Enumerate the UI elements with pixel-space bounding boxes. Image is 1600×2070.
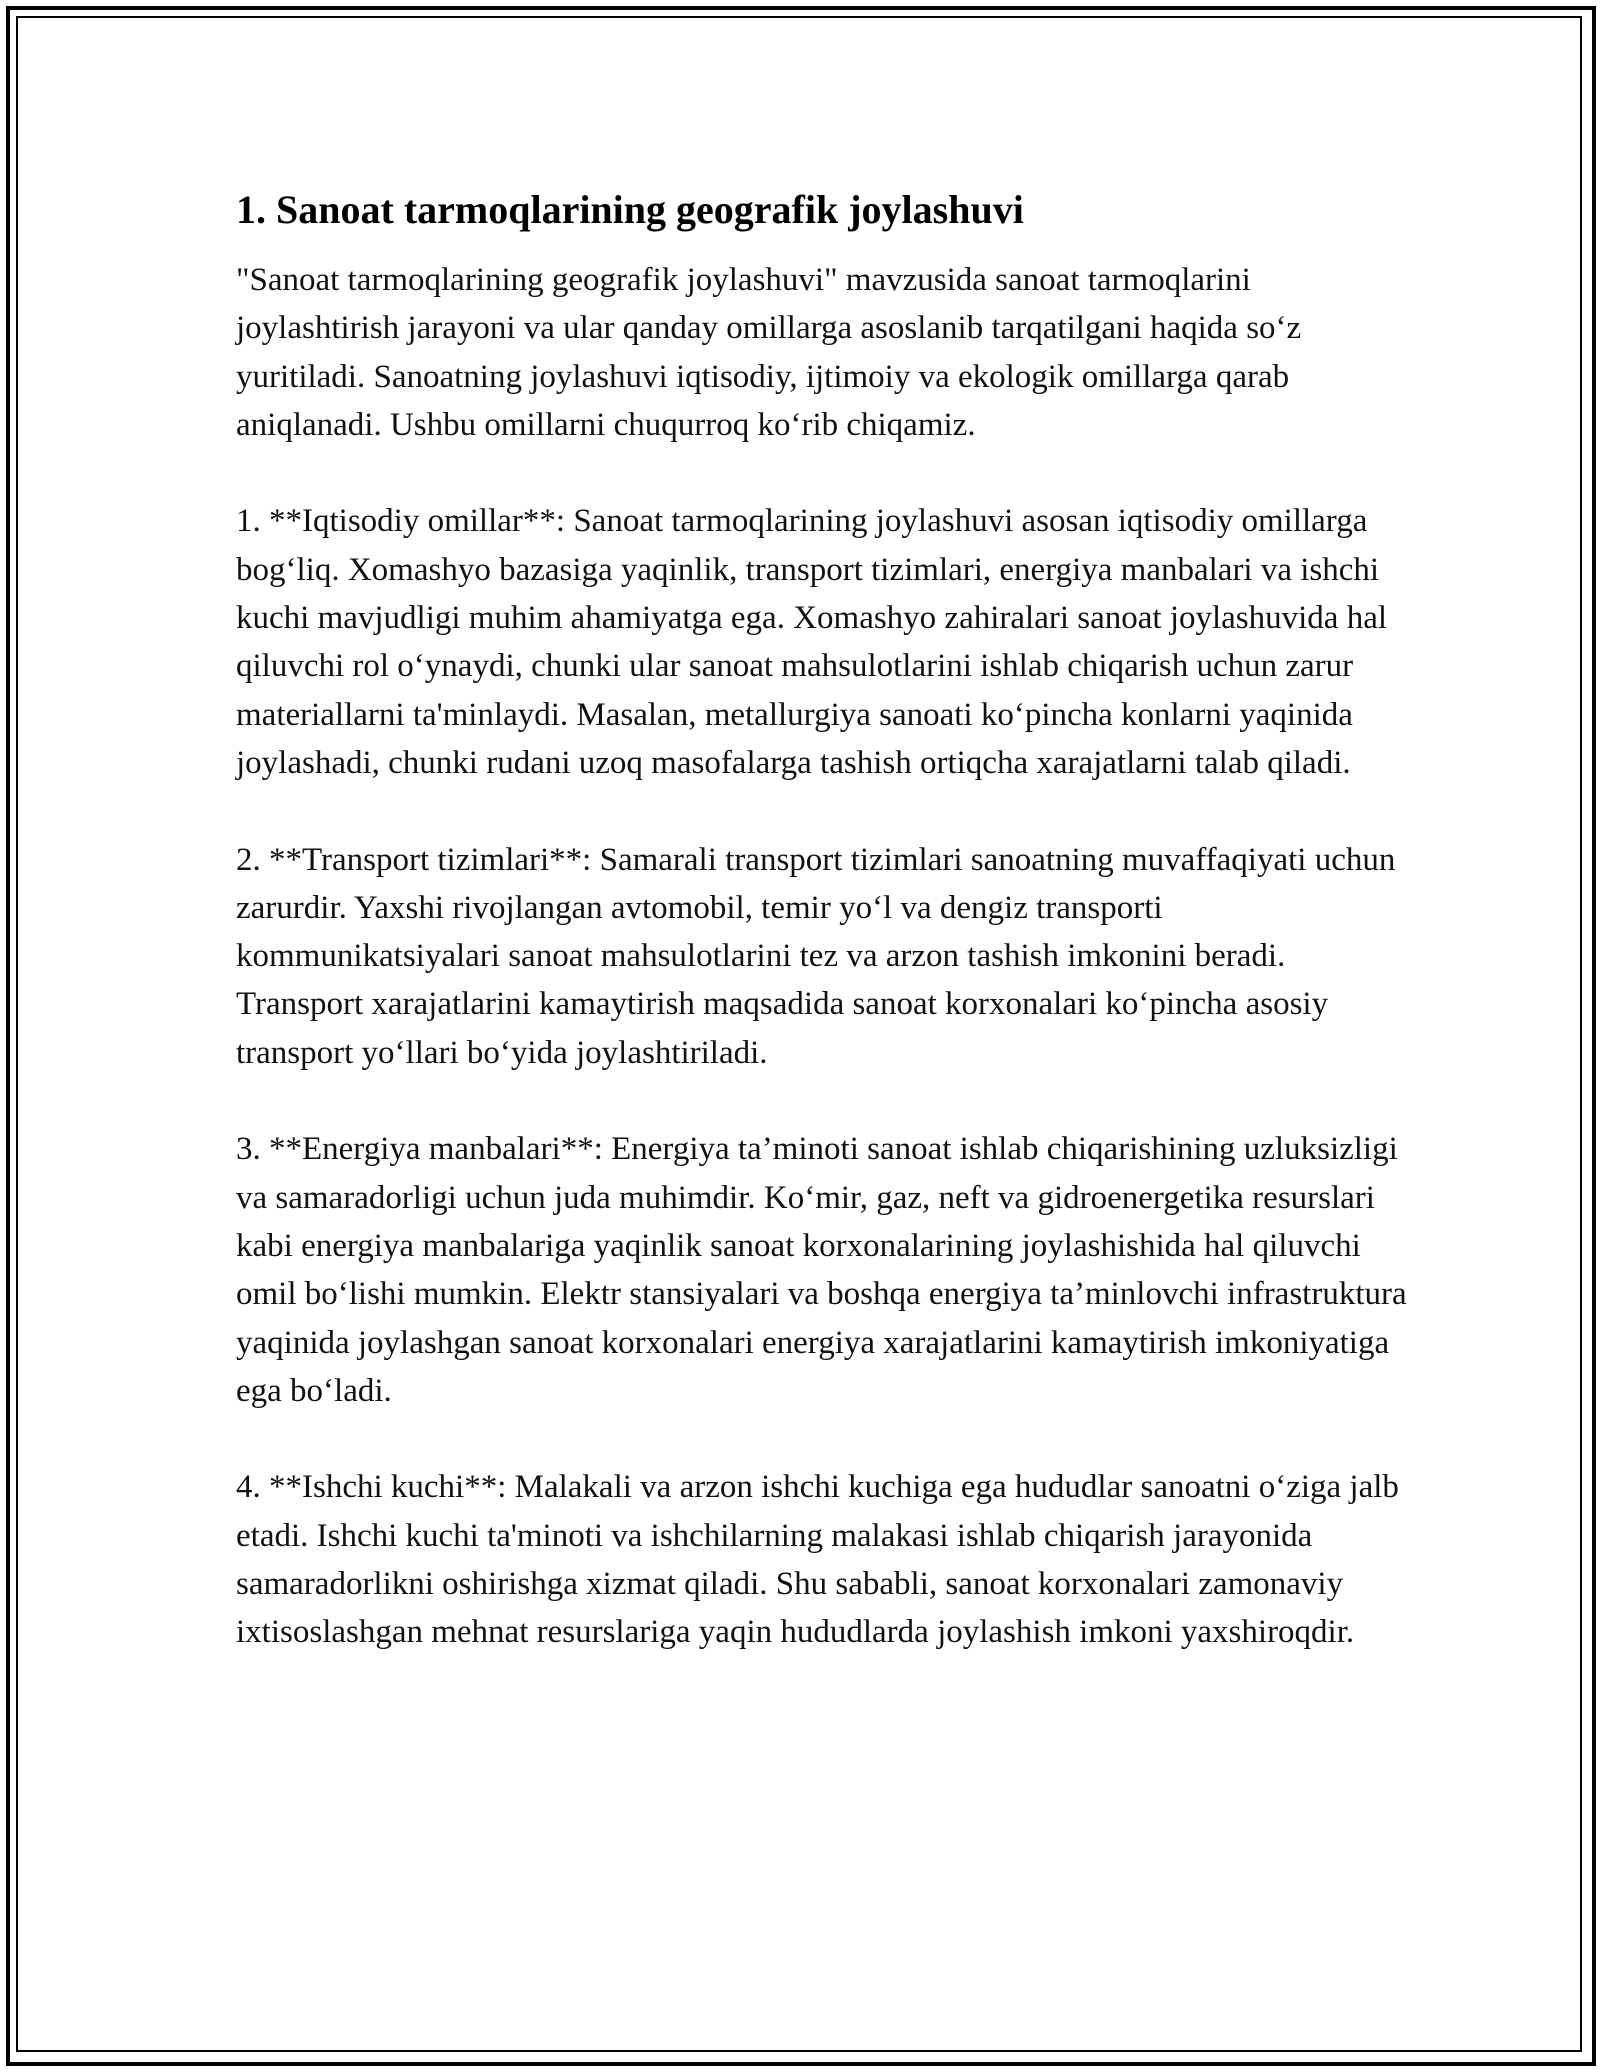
paragraph-labor-force: 4. **Ishchi kuchi**: Malakali va arzon ishchi kuchiga ega hududlar sanoatni o‘ziga jalb etadi. Ishchi kuchi ta'minoti va ishchilarning malakasi ishlab chiqarish jarayonida samaradorlikni oshirishga xizmat qiladi. Shu sababli, sanoat korxonalari zamonaviy ixtisoslashgan mehnat resurslariga yaqin hududlarda joylashish imkoni yaxshiroqdir. xyxy=(236,1469,1399,1651)
paragraph-transport-systems: 2. **Transport tizimlari**: Samarali transport tizimlari sanoatning muvaffaqiyati uchun zarurdir. Yaxshi rivojlangan avtomobil, temir yo‘l va dengiz transporti kommunikatsiyalari sanoat mahsulotlarini tez va arzon tashish imkonini beradi. Transport xarajatlarini kamaytirish maqsadida sanoat korxonalari ko‘pincha asosiy transport yo‘llari bo‘yida joylashtiriladi. xyxy=(236,841,1396,1071)
paragraph-economic-factors: 1. **Iqtisodiy omillar**: Sanoat tarmoqlarining joylashuvi asosan iqtisodiy omillarga bog‘liq. Xomashyo bazasiga yaqinlik, transport tizimlari, energiya manbalari va ishchi kuchi mavjudligi muhim ahamiyatga ega. Xomashyo zahiralari sanoat joylashuvida hal qiluvchi rol o‘ynaydi, chunki ular sanoat mahsulotlarini ishlab chiqarish uchun zarur materiallarni ta'minlaydi. Masalan, metallurgiya sanoati ko‘pincha konlarni yaqinida joylashadi, chunki rudani uzoq masofalarga tashish ortiqcha xarajatlarni talab qiladi. xyxy=(236,503,1388,781)
intro-paragraph: "Sanoat tarmoqlarining geografik joylashuvi" mavzusida sanoat tarmoqlarini joylashtirish jarayoni va ular qanday omillarga asoslanib tarqatilgani haqida so‘z yuritiladi. Sanoatning joylashuvi iqtisodiy, ijtimoiy va ekologik omillarga qarab aniqlanadi. Ushbu omillarni chuqurroq ko‘rib chiqamiz. xyxy=(236,262,1302,443)
paragraph-energy-sources: 3. **Energiya manbalari**: Energiya ta’minoti sanoat ishlab chiqarishining uzluksizligi va samaradorligi uchun juda muhimdir. Ko‘mir, gaz, neft va gidroenergetika resurslari kabi energiya manbalariga yaqinlik sanoat korxonalarining joylashishida hal qiluvchi omil bo‘lishi mumkin. Elektr stansiyalari va boshqa energiya ta’minlovchi infrastruktura yaqinida joylashgan sanoat korxonalari energiya xarajatlarini kamaytirish imkoniyatiga ega bo‘ladi. xyxy=(236,1131,1407,1409)
document-title: 1. Sanoat tarmoqlarining geografik joylashuvi xyxy=(236,187,1024,232)
document-body xyxy=(236,186,1416,1657)
